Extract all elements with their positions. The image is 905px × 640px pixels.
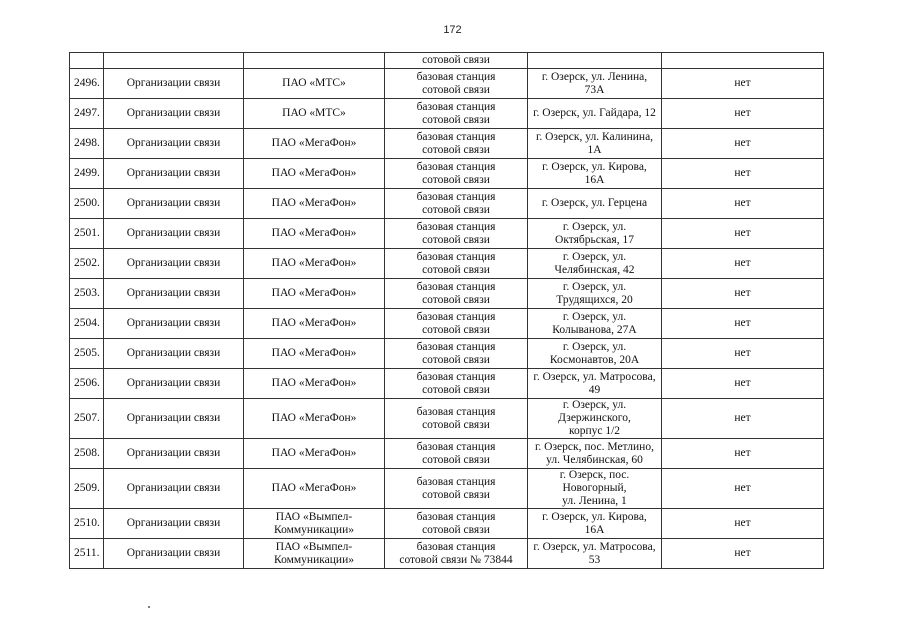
object-line: базовая станция — [416, 405, 496, 418]
cell-number: 2511. — [70, 539, 104, 569]
address-line: г. Озерск, пос. Новогорный, — [559, 469, 630, 494]
cell-number: 2499. — [70, 159, 104, 189]
address-line: г. Озерск, ул. Матросова, 49 — [533, 370, 656, 396]
table-row — [70, 249, 824, 279]
cell-organization: ПАО «МегаФон» — [244, 129, 385, 159]
object-line: сотовой связи — [422, 173, 490, 186]
cell-organization: ПАО «МегаФон» — [244, 279, 385, 309]
cell-address — [528, 439, 662, 469]
cell-status: нет — [662, 309, 824, 339]
object-line: сотовой связи — [422, 383, 490, 396]
cell-object — [385, 469, 528, 509]
cell-category: Организации связи — [104, 219, 244, 249]
object-line: сотовой связи — [422, 113, 490, 126]
cell-status: нет — [662, 129, 824, 159]
cell-organization: ПАО «МегаФон» — [244, 369, 385, 399]
cell-organization: ПАО «МегаФон» — [244, 309, 385, 339]
cell-category: Организации связи — [104, 249, 244, 279]
cell-organization: ПАО «МегаФон» — [244, 249, 385, 279]
object-line: сотовой связи — [422, 453, 490, 466]
object-line: базовая станция — [416, 540, 496, 553]
cell-organization: ПАО «МегаФон» — [244, 339, 385, 369]
object-line: базовая станция — [416, 370, 496, 383]
address-line: г. Озерск, ул. Трудящихся, 20 — [556, 280, 633, 306]
cell-category: Организации связи — [104, 369, 244, 399]
cell-number: 2498. — [70, 129, 104, 159]
object-line: сотовой связи — [422, 418, 490, 431]
cell-number: 2496. — [70, 69, 104, 99]
object-line: сотовой связи — [422, 233, 490, 246]
address-line: г. Озерск, ул. Челябинская, 42 — [554, 250, 635, 276]
table-row — [70, 99, 824, 129]
cell-object — [385, 309, 528, 339]
table-row — [70, 219, 824, 249]
address-line: г. Озерск, ул. Космонавтов, 20А — [549, 340, 640, 366]
table-row — [70, 279, 824, 309]
cell-category: Организации связи — [104, 279, 244, 309]
cell-object — [385, 539, 528, 569]
table-row — [70, 159, 824, 189]
cell-object — [385, 439, 528, 469]
object-line: базовая станция — [416, 475, 496, 488]
cell-object — [385, 159, 528, 189]
cell-number: 2508. — [70, 439, 104, 469]
object-line: базовая станция — [416, 220, 496, 233]
cell-address — [528, 189, 662, 219]
cell-address — [528, 509, 662, 539]
cell-object — [385, 399, 528, 439]
cell-status: нет — [662, 369, 824, 399]
cell-category: Организации связи — [104, 159, 244, 189]
cell-object — [385, 279, 528, 309]
cell-status: нет — [662, 509, 824, 539]
cell-object — [385, 129, 528, 159]
cell-number: 2505. — [70, 339, 104, 369]
cell-organization: ПАО «МегаФон» — [244, 469, 385, 509]
object-line: базовая станция — [416, 440, 496, 453]
cell-organization: ПАО «МегаФон» — [244, 439, 385, 469]
address-line: г. Озерск, пос. Метлино, — [535, 440, 654, 453]
cell-object: сотовой связи — [385, 53, 528, 69]
cell-organization: ПАО «МегаФон» — [244, 159, 385, 189]
object-line: базовая станция — [416, 510, 496, 523]
cell-status: нет — [662, 469, 824, 509]
address-line: ул. Ленина, 1 — [562, 495, 627, 507]
cell-address — [528, 309, 662, 339]
cell-status: нет — [662, 69, 824, 99]
cell-category — [104, 53, 244, 69]
object-line: базовая станция — [416, 190, 496, 203]
cell-status: нет — [662, 439, 824, 469]
object-line: сотовой связи — [422, 293, 490, 306]
cell-organization: ПАО «МегаФон» — [244, 189, 385, 219]
cell-organization — [244, 53, 385, 69]
cell-address — [528, 369, 662, 399]
cell-number: 2497. — [70, 99, 104, 129]
cell-number: 2510. — [70, 509, 104, 539]
cell-object — [385, 219, 528, 249]
object-line: сотовой связи — [422, 83, 490, 96]
cell-address — [528, 53, 662, 69]
address-line: ул. Челябинская, 60 — [546, 453, 643, 466]
address-line: г. Озерск, ул. Кирова, 16А — [542, 510, 647, 536]
object-line: сотовой связи — [422, 488, 490, 501]
table-row — [70, 539, 824, 569]
cell-organization: ПАО «МегаФон» — [244, 399, 385, 439]
cell-status: нет — [662, 159, 824, 189]
object-line: сотовой связи — [422, 263, 490, 276]
address-line: г. Озерск, ул. Герцена — [541, 197, 648, 209]
cell-category: Организации связи — [104, 99, 244, 129]
cell-number: 2507. — [70, 399, 104, 439]
cell-category: Организации связи — [104, 309, 244, 339]
cell-category: Организации связи — [104, 399, 244, 439]
cell-object — [385, 249, 528, 279]
address-line: г. Озерск, ул. Матросова, 53 — [533, 540, 656, 566]
cell-object — [385, 369, 528, 399]
cell-category: Организации связи — [104, 439, 244, 469]
cell-object — [385, 189, 528, 219]
cell-status — [662, 53, 824, 69]
registry-table — [69, 52, 824, 569]
address-line: корпус 1/2 — [568, 425, 621, 437]
cell-category: Организации связи — [104, 69, 244, 99]
object-line: базовая станция — [416, 250, 496, 263]
cell-object — [385, 509, 528, 539]
cell-object — [385, 99, 528, 129]
object-line: сотовой связи № 73844 — [399, 553, 513, 566]
cell-address — [528, 249, 662, 279]
cell-number: 2500. — [70, 189, 104, 219]
cell-status: нет — [662, 339, 824, 369]
cell-organization: ПАО «МТС» — [244, 69, 385, 99]
page-number: 172 — [443, 24, 462, 36]
cell-address — [528, 99, 662, 129]
object-line: базовая станция — [416, 160, 496, 173]
cell-status: нет — [662, 249, 824, 279]
address-line: г. Озерск, ул. Дзержинского, — [558, 399, 631, 424]
address-line: г. Озерск, ул. Ленина, 73А — [541, 70, 648, 96]
object-line: базовая станция — [416, 70, 496, 83]
registry-table-body — [70, 53, 824, 569]
cell-category: Организации связи — [104, 509, 244, 539]
cell-status: нет — [662, 539, 824, 569]
cell-object — [385, 339, 528, 369]
cell-number: 2506. — [70, 369, 104, 399]
address-line: г. Озерск, ул. Гайдара, 12 — [533, 107, 656, 119]
cell-status: нет — [662, 279, 824, 309]
object-line: базовая станция — [416, 340, 496, 353]
cell-organization: ПАО «Вымпел-Коммуникации» — [244, 509, 385, 539]
cell-category: Организации связи — [104, 189, 244, 219]
table-row — [70, 369, 824, 399]
cell-category: Организации связи — [104, 129, 244, 159]
cell-status: нет — [662, 219, 824, 249]
object-line: базовая станция — [416, 310, 496, 323]
table-row — [70, 469, 824, 509]
cell-status: нет — [662, 399, 824, 439]
object-line: сотовой связи — [422, 523, 490, 536]
cell-organization: ПАО «Вымпел-Коммуникации» — [244, 539, 385, 569]
cell-number: 2504. — [70, 309, 104, 339]
cell-organization: ПАО «МегаФон» — [244, 219, 385, 249]
table-row — [70, 129, 824, 159]
object-line: сотовой связи — [422, 353, 490, 366]
object-line: сотовой связи — [422, 143, 490, 156]
object-line: сотовой связи — [422, 203, 490, 216]
cell-category: Организации связи — [104, 339, 244, 369]
address-line: г. Озерск, ул. Калинина, 1А — [535, 130, 654, 156]
table-row — [70, 69, 824, 99]
table-row — [70, 399, 824, 439]
cell-number — [70, 53, 104, 69]
table-row — [70, 509, 824, 539]
cell-organization: ПАО «МТС» — [244, 99, 385, 129]
cell-number: 2509. — [70, 469, 104, 509]
cell-number: 2503. — [70, 279, 104, 309]
cell-address — [528, 539, 662, 569]
cell-address — [528, 279, 662, 309]
cell-address — [528, 129, 662, 159]
cell-category: Организации связи — [104, 469, 244, 509]
address-line: г. Озерск, ул. Октябрьская, 17 — [555, 220, 634, 246]
address-line: г. Озерск, ул. Кирова, 16А — [542, 160, 647, 186]
object-line: базовая станция — [416, 280, 496, 293]
cell-object — [385, 69, 528, 99]
cell-address — [528, 469, 662, 509]
cell-address — [528, 339, 662, 369]
cell-number: 2501. — [70, 219, 104, 249]
object-line: базовая станция — [416, 130, 496, 143]
object-line: базовая станция — [416, 100, 496, 113]
cell-address — [528, 399, 662, 439]
cell-number: 2502. — [70, 249, 104, 279]
cell-address — [528, 219, 662, 249]
table-row — [70, 339, 824, 369]
cell-status: нет — [662, 99, 824, 129]
cell-address — [528, 159, 662, 189]
address-line: г. Озерск, ул. Колыванова, 27А — [552, 310, 637, 336]
table-row — [70, 189, 824, 219]
table-row — [70, 439, 824, 469]
scan-speck — [148, 606, 150, 608]
object-line: сотовой связи — [422, 323, 490, 336]
cell-address — [528, 69, 662, 99]
table-row-continuation — [70, 53, 824, 69]
cell-category: Организации связи — [104, 539, 244, 569]
table-row — [70, 309, 824, 339]
cell-status: нет — [662, 189, 824, 219]
